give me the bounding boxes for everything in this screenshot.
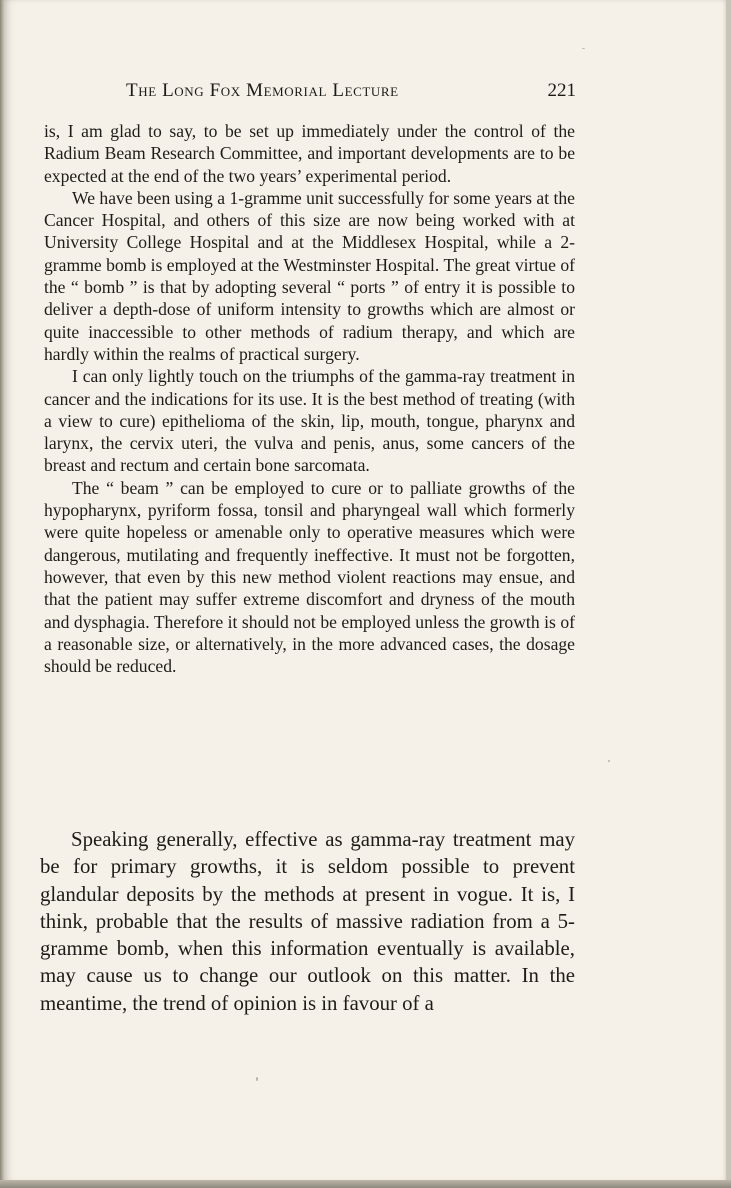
running-title: The Long Fox Memorial Lecture bbox=[126, 80, 399, 101]
paragraph-gamma-ray-triumphs: I can only lightly touch on the triumphs of the gamma-ray treatment in cancer and the indications for its use. It is the best method of treating (with a view to cure) epithelioma of the skin, lip, mouth, tongue, pharynx and larynx, the cervix uteri, the vulva and penis, anus, some cancers of the breast and rectum and certain bone sarcomata. bbox=[44, 366, 575, 476]
book-page bbox=[4, 0, 726, 1182]
paragraph-beam-palliation: The “ beam ” can be employed to cure or to palliate growths of the hypopharynx, pyriform fossa, tonsil and pharyngeal wall which formerly were quite hopeless or amenable only to operative measures which were dangerous, mutilating and frequently ineffective. It must not be forgotten, however, that even by this new method violent reactions may ensue, and that the patient may suffer extreme discomfort and dryness of the mouth and dysphagia. Therefore it should not be employed unless the growth is of a reasonable size, or alternatively, in the more advanced cases, the dosage should be reduced. bbox=[44, 477, 575, 677]
paper-speck bbox=[582, 48, 585, 49]
body-text bbox=[44, 120, 575, 677]
paper-speck bbox=[608, 760, 610, 762]
paper-speck bbox=[256, 1077, 258, 1081]
paragraph-glandular-deposits: Speaking generally, effective as gamma-ray treatment may be for primary growths, it is seldom possible to prevent glandular deposits by the methods at present in vogue. It is, I think, probable that the results of massive radiation from a 5-gramme bomb, when this information eventually is available, may cause us to change our outlook on this matter. In the meantime, the trend of opinion is in favour of a bbox=[40, 828, 575, 1015]
page-number: 221 bbox=[547, 80, 576, 101]
running-header bbox=[126, 80, 576, 106]
paragraph-continued: is, I am glad to say, to be set up immediately under the control of the Radium Beam Research Committee, and important developments are to be expected at the end of the two years’ experimental period. bbox=[44, 121, 575, 186]
paragraph-radium-units: We have been using a 1-gramme unit successfully for some years at the Cancer Hospital, and others of this size are now being worked with at University College Hospital and at the Middlesex Hospital, while a 2-gramme bomb is employed at the Westminster Hospital. The great virtue of the “ bomb ” is that by adopting several “ ports ” of entry it is possible to deliver a depth-dose of uniform intensity to growths which are almost or quite inaccessible to other methods of radium therapy, and which are hardly within the realms of practical surgery. bbox=[44, 187, 575, 364]
page-bottom-edge bbox=[0, 1180, 731, 1188]
